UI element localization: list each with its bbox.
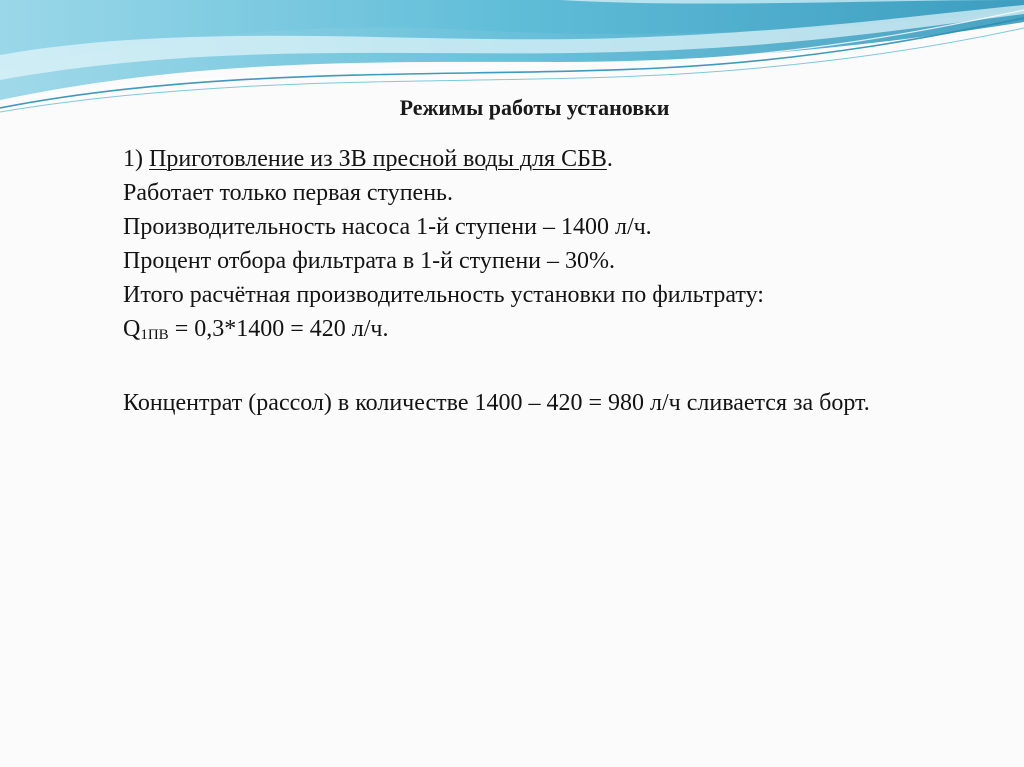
line-filtrate-percent: Процент отбора фильтрата в 1-й ступени – 30%. bbox=[123, 248, 616, 274]
item1-heading: Приготовление из ЗВ пресной воды для СБВ bbox=[149, 146, 607, 172]
formula-rest: = 0,3*1400 = 420 л/ч. bbox=[168, 316, 389, 342]
line-total-capacity: Итого расчётная производительность установки по фильтрату: bbox=[123, 282, 764, 308]
line-stage-only: Работает только первая ступень. bbox=[123, 180, 453, 206]
slide-body bbox=[123, 142, 963, 420]
line-concentrate: Концентрат (рассол) в количестве 1400 – 420 = 980 л/ч сливается за борт. bbox=[123, 390, 870, 416]
item1-line bbox=[123, 142, 963, 176]
formula-symbol: Q bbox=[123, 316, 141, 342]
item1-heading-end: . bbox=[606, 146, 613, 172]
formula-line bbox=[123, 312, 963, 352]
formula-subscript: 1ПВ bbox=[140, 327, 169, 343]
slide-title: Режимы работы установки bbox=[399, 95, 670, 120]
item1-number: 1) bbox=[123, 146, 149, 172]
spacer bbox=[123, 352, 963, 386]
line-pump-capacity: Производительность насоса 1-й ступени – 1400 л/ч. bbox=[123, 214, 652, 240]
